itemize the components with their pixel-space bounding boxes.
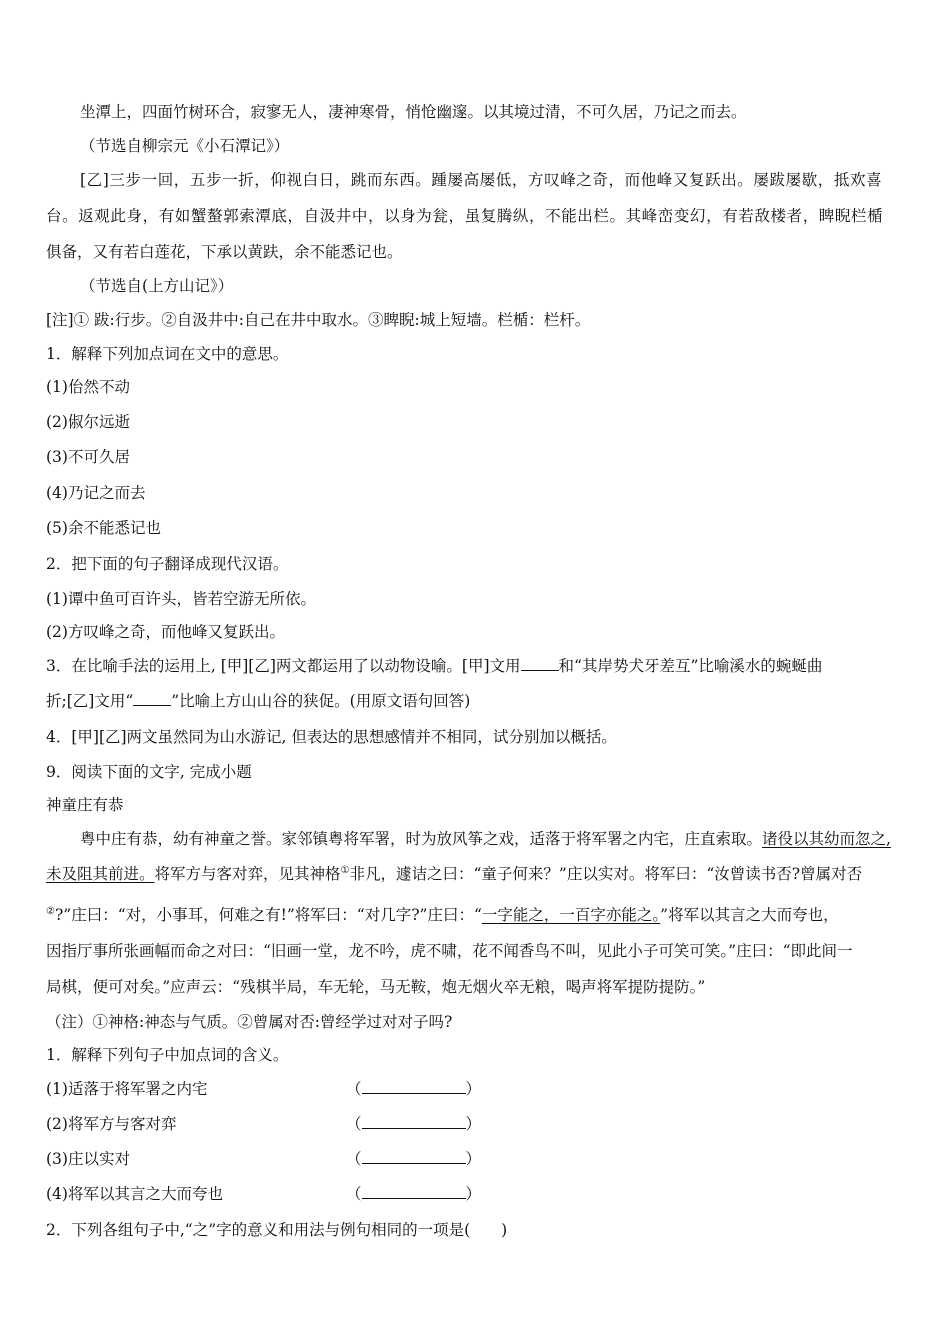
passage-text: 粤中庄有恭，幼有神童之誉。家邻镇粤将军署，时为放风筝之戏，适落于将军署之内宅，庄直索取。: [80, 830, 763, 848]
underlined-sentence: 一字能之，一百字亦能之。: [481, 906, 661, 924]
passage-b-line: 台。返观此身，有如蟹螯郭索潭底，自汲井中，以身为瓮，虽复腾纵，不能出栏。其峰峦变幻，有若敌楼者，睥睨栏楯: [46, 207, 884, 225]
answer-field[interactable]: （ ）: [346, 1080, 482, 1098]
question-9-title: 9．阅读下面的文字, 完成小题: [46, 763, 252, 781]
question-1-item: (3)不可久居: [46, 448, 130, 466]
footnote-mark: ①: [340, 864, 350, 876]
answer-field[interactable]: （ ）: [346, 1150, 482, 1168]
question-1-item: (2)俶尔远逝: [46, 413, 130, 431]
question-1-title: 1．解释下列加点词在文中的意思。: [46, 345, 289, 363]
answer-blank[interactable]: [133, 691, 171, 706]
question-4: 4．[甲][乙]两文虽然同为山水游记, 但表达的思想感情并不相同，试分别加以概括。: [46, 728, 617, 746]
question-9-1-item: (3)庄以实对: [46, 1150, 130, 1168]
question-2-title: 2．把下面的句子翻译成现代汉语。: [46, 555, 289, 573]
question-9-1-item: (4)将军以其言之大而夸也: [46, 1185, 223, 1203]
passage-line: [80, 829, 891, 849]
passage-line: 局棋，便可对矣。”应声云：“残棋半局，车无轮，马无鞍，炮无烟火卒无粮，喝声将军提防提防。”: [46, 978, 706, 996]
passage-heading: 神童庄有恭: [46, 796, 124, 814]
passage-a-line: 坐潭上，四面竹树环合，寂寥无人，凄神寒骨，悄怆幽邃。以其境过清，不可久居，乃记之而去。: [80, 103, 747, 121]
footnote-mark: ②: [46, 905, 55, 917]
question-2-item: (2)方叹峰之奇，而他峰又复跃出。: [46, 623, 285, 641]
passage-line: 因指厅事所张画幅而命之对曰：“旧画一堂，龙不吟，虎不啸，花不闻香鸟不叫，见此小子可笑可笑。”庄曰：“即此间一: [46, 942, 853, 960]
question-3-line: [46, 691, 470, 711]
passage-text: ”将军以其言之大而夸也，: [660, 906, 839, 924]
question-9-2: 2．下列各组句子中,“之”字的意义和用法与例句相同的一项是( ): [46, 1221, 508, 1239]
answer-blank[interactable]: [521, 656, 559, 671]
passage-b-line: [乙]三步一回，五步一折，仰视白日，跳而东西。踵屡高屡低，方叹峰之奇，而他峰又复跃出。屡跋屡歇，抵欢喜: [80, 171, 883, 189]
passage-line: [46, 864, 862, 884]
question-9-1-item: (1)适落于将军署之内宅: [46, 1080, 208, 1098]
passage-line: [46, 905, 839, 925]
question-1-item: (4)乃记之而去: [46, 484, 146, 502]
question-1-item: (1)佁然不动: [46, 378, 130, 396]
question-3-text: 和“其岸势犬牙差互”比喻溪水的蜿蜒曲: [558, 657, 823, 675]
passage-b-line: 俱备，又有若白莲花，下承以黄趺，余不能悉记也。: [46, 243, 403, 261]
question-3-text: ”比喻上方山山谷的狭促。(用原文语句回答): [171, 692, 471, 710]
question-1-item: (5)余不能悉记也: [46, 519, 161, 537]
question-3-text: 折;[乙]文用“: [46, 692, 134, 710]
underlined-sentence: 未及阻其前进。: [46, 865, 155, 883]
passage-a-source: （节选自柳宗元《小石潭记》）: [80, 137, 290, 155]
question-9-1-item: (2)将军方与客对弈: [46, 1115, 177, 1133]
passage-text: 非凡，遽诘之曰：“童子何来？”庄以实对。将军曰：“汝曾读书否?曾属对否: [349, 865, 863, 883]
underlined-sentence: 诸役以其幼而忽之,: [762, 830, 891, 848]
question-2-item: (1)谭中鱼可百许头，皆若空游无所依。: [46, 590, 316, 608]
passage-text: ?”庄曰：“对，小事耳，何难之有!”将军曰：“对几字?”庄曰：“: [54, 906, 482, 924]
passage-b-note: [注]① 跋:行步。②自汲井中:自己在井中取水。③睥睨:城上短墙。栏楯：栏杆。: [46, 311, 591, 329]
passage-b-source: （节选自(上方山记》）: [80, 277, 234, 295]
question-3-text: 3．在比喻手法的运用上, [甲][乙]两文都运用了以动物设喻。[甲]文用: [46, 657, 521, 675]
passage-note: （注）①神格:神态与气质。②曾属对否:曾经学过对对子吗?: [46, 1013, 453, 1031]
question-9-1-title: 1．解释下列句子中加点词的含义。: [46, 1046, 289, 1064]
answer-field[interactable]: （ ）: [346, 1115, 482, 1133]
passage-text: 将军方与客对弈，见其神格: [154, 865, 341, 883]
answer-field[interactable]: （ ）: [346, 1185, 482, 1203]
question-3-line: [46, 656, 822, 676]
